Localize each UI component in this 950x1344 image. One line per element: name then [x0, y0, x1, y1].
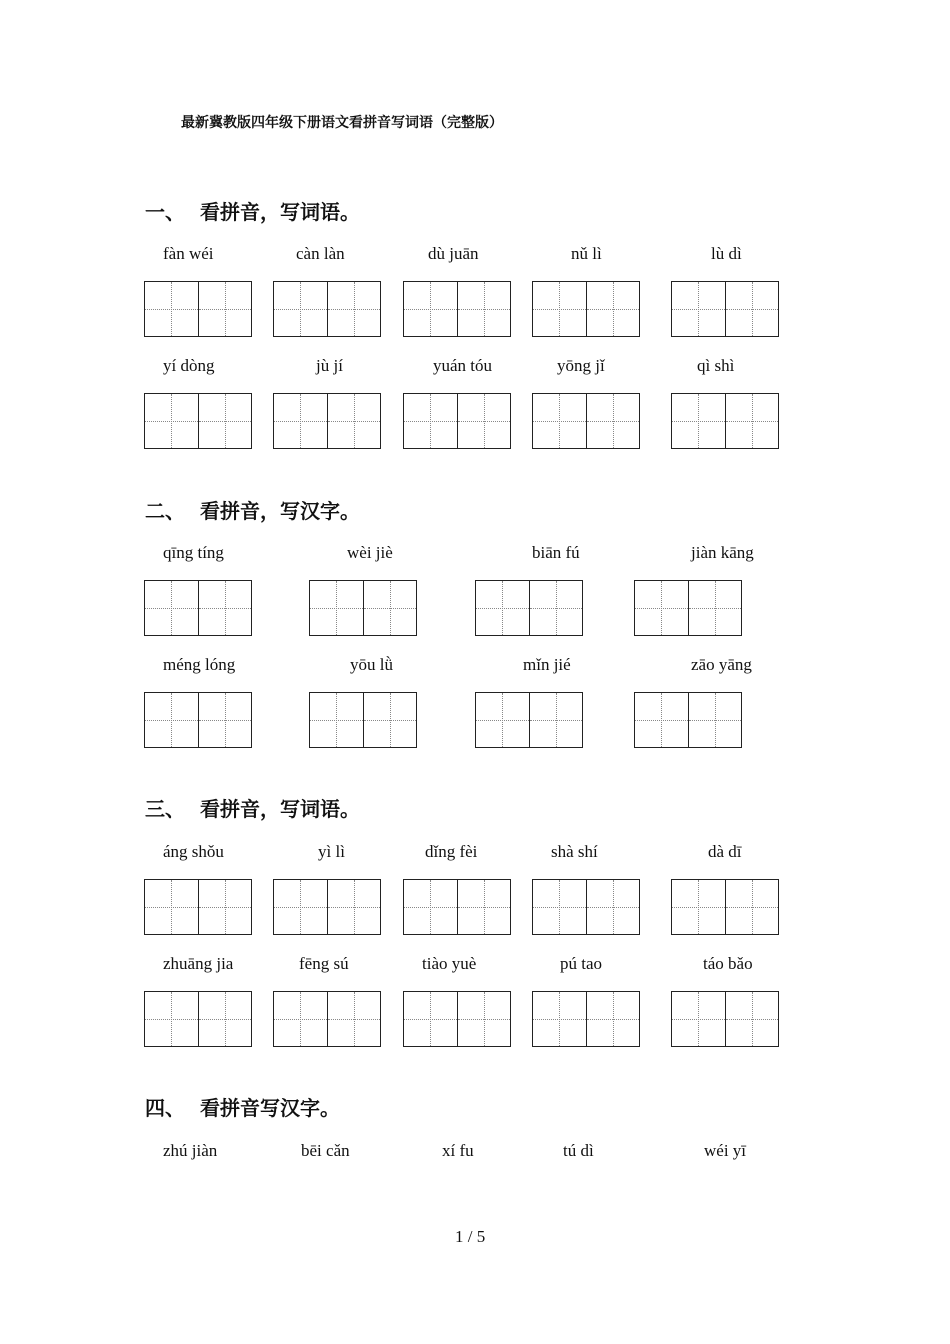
section-number: 一、: [145, 200, 185, 224]
grid-cell[interactable]: [635, 581, 688, 635]
writing-grid[interactable]: [403, 991, 511, 1047]
grid-cell[interactable]: [145, 282, 198, 336]
grid-cell[interactable]: [725, 880, 779, 934]
grid-cell[interactable]: [529, 693, 583, 747]
grid-cell[interactable]: [533, 880, 586, 934]
grid-cell[interactable]: [274, 282, 327, 336]
writing-grid[interactable]: [273, 991, 381, 1047]
section-title: 看拼音写汉字。: [200, 1096, 340, 1120]
grid-cell[interactable]: [145, 880, 198, 934]
grid-cell[interactable]: [586, 880, 640, 934]
grid-cell[interactable]: [363, 581, 417, 635]
pinyin-label: yōng jǐ: [557, 356, 605, 375]
grid-cell[interactable]: [672, 880, 725, 934]
pinyin-label: yuán tóu: [433, 356, 493, 375]
writing-grid[interactable]: [144, 580, 252, 636]
section-1-heading: [145, 196, 360, 225]
pinyin-label: méng lóng: [163, 655, 236, 674]
writing-grid[interactable]: [634, 580, 742, 636]
grid-cell[interactable]: [635, 693, 688, 747]
grid-cell[interactable]: [198, 992, 252, 1046]
grid-cell[interactable]: [327, 880, 381, 934]
writing-grid[interactable]: [144, 991, 252, 1047]
writing-grid[interactable]: [532, 991, 640, 1047]
pinyin-label: yí dòng: [163, 356, 215, 375]
grid-cell[interactable]: [404, 880, 457, 934]
writing-grid[interactable]: [671, 393, 779, 449]
pinyin-label: yì lì: [318, 842, 345, 861]
grid-cell[interactable]: [533, 394, 586, 448]
grid-cell[interactable]: [688, 693, 742, 747]
grid-cell[interactable]: [198, 693, 252, 747]
section-title: 看拼音，写词语。: [200, 200, 360, 224]
grid-cell[interactable]: [457, 880, 511, 934]
pinyin-label: dà dī: [708, 842, 742, 861]
writing-grid[interactable]: [475, 580, 583, 636]
grid-cell[interactable]: [725, 992, 779, 1046]
pinyin-label: wèi jiè: [347, 543, 393, 562]
writing-grid[interactable]: [309, 580, 417, 636]
grid-cell[interactable]: [688, 581, 742, 635]
grid-cell[interactable]: [363, 693, 417, 747]
grid-cell[interactable]: [533, 992, 586, 1046]
pinyin-label: wéi yī: [704, 1141, 747, 1160]
grid-cell[interactable]: [327, 992, 381, 1046]
section-title: 看拼音，写汉字。: [200, 499, 360, 523]
pinyin-label: jù jí: [316, 356, 343, 375]
pinyin-label: jiàn kāng: [691, 543, 754, 562]
grid-cell[interactable]: [457, 394, 511, 448]
grid-cell[interactable]: [310, 693, 363, 747]
pinyin-label: pú tao: [560, 954, 603, 973]
writing-grid[interactable]: [309, 692, 417, 748]
grid-cell[interactable]: [457, 282, 511, 336]
grid-cell[interactable]: [476, 581, 529, 635]
writing-grid[interactable]: [273, 879, 381, 935]
writing-grid[interactable]: [532, 879, 640, 935]
writing-grid[interactable]: [532, 281, 640, 337]
writing-grid[interactable]: [403, 879, 511, 935]
grid-cell[interactable]: [145, 581, 198, 635]
pinyin-label: yōu lǜ: [350, 655, 393, 674]
section-title: 看拼音，写词语。: [200, 797, 360, 821]
writing-grid[interactable]: [671, 281, 779, 337]
pinyin-label: càn làn: [296, 244, 345, 263]
pinyin-label: dǐng fèi: [425, 842, 478, 861]
page-number: 1 / 5: [455, 1227, 486, 1246]
grid-cell[interactable]: [457, 992, 511, 1046]
section-2-heading: [145, 495, 360, 524]
grid-cell[interactable]: [533, 282, 586, 336]
grid-cell[interactable]: [327, 394, 381, 448]
pinyin-label: táo bǎo: [703, 954, 753, 973]
grid-cell[interactable]: [529, 581, 583, 635]
grid-cell[interactable]: [198, 282, 252, 336]
pinyin-label: zhú jiàn: [163, 1141, 218, 1160]
pinyin-label: shà shí: [551, 842, 598, 861]
section-3-heading: [145, 793, 360, 822]
writing-grid[interactable]: [144, 281, 252, 337]
writing-grid[interactable]: [634, 692, 742, 748]
grid-cell[interactable]: [672, 282, 725, 336]
pinyin-label: biān fú: [532, 543, 580, 562]
grid-cell[interactable]: [725, 282, 779, 336]
pinyin-label: qīng tíng: [163, 543, 224, 562]
grid-cell[interactable]: [725, 394, 779, 448]
writing-grid[interactable]: [671, 879, 779, 935]
grid-cell[interactable]: [198, 581, 252, 635]
section-number: 二、: [145, 499, 185, 523]
pinyin-label: xí fu: [442, 1141, 474, 1160]
grid-cell[interactable]: [145, 693, 198, 747]
writing-grid[interactable]: [403, 281, 511, 337]
grid-cell[interactable]: [274, 880, 327, 934]
section-number: 三、: [145, 797, 185, 821]
writing-grid[interactable]: [144, 692, 252, 748]
writing-grid[interactable]: [532, 393, 640, 449]
writing-grid[interactable]: [671, 991, 779, 1047]
pinyin-label: lù dì: [711, 244, 742, 263]
writing-grid[interactable]: [273, 393, 381, 449]
grid-cell[interactable]: [145, 992, 198, 1046]
grid-cell[interactable]: [198, 880, 252, 934]
writing-grid[interactable]: [403, 393, 511, 449]
grid-cell[interactable]: [672, 992, 725, 1046]
grid-cell[interactable]: [274, 394, 327, 448]
pinyin-label: qì shì: [697, 356, 735, 375]
grid-cell[interactable]: [274, 992, 327, 1046]
grid-cell[interactable]: [404, 992, 457, 1046]
pinyin-label: tú dì: [563, 1141, 594, 1160]
grid-cell[interactable]: [198, 394, 252, 448]
grid-cell[interactable]: [327, 282, 381, 336]
pinyin-label: zhuāng jia: [163, 954, 234, 973]
grid-cell[interactable]: [586, 992, 640, 1046]
pinyin-label: dù juān: [428, 244, 479, 263]
pinyin-label: tiào yuè: [422, 954, 477, 973]
grid-cell[interactable]: [586, 394, 640, 448]
pinyin-label: zāo yāng: [691, 655, 752, 674]
grid-cell[interactable]: [586, 282, 640, 336]
grid-cell[interactable]: [476, 693, 529, 747]
writing-grid[interactable]: [144, 393, 252, 449]
writing-grid[interactable]: [475, 692, 583, 748]
grid-cell[interactable]: [404, 282, 457, 336]
grid-cell[interactable]: [310, 581, 363, 635]
writing-grid[interactable]: [273, 281, 381, 337]
grid-cell[interactable]: [145, 394, 198, 448]
document-title: 最新冀教版四年级下册语文看拼音写词语（完整版）: [181, 115, 503, 131]
pinyin-label: bēi cǎn: [301, 1141, 350, 1160]
pinyin-label: fēng sú: [299, 954, 349, 973]
pinyin-label: nǔ lì: [571, 244, 602, 263]
section-number: 四、: [145, 1096, 185, 1120]
writing-grid[interactable]: [144, 879, 252, 935]
grid-cell[interactable]: [672, 394, 725, 448]
pinyin-label: mǐn jié: [523, 655, 571, 674]
pinyin-label: fàn wéi: [163, 244, 214, 263]
pinyin-label: áng shǒu: [163, 842, 224, 861]
section-4-heading: [145, 1092, 340, 1121]
grid-cell[interactable]: [404, 394, 457, 448]
